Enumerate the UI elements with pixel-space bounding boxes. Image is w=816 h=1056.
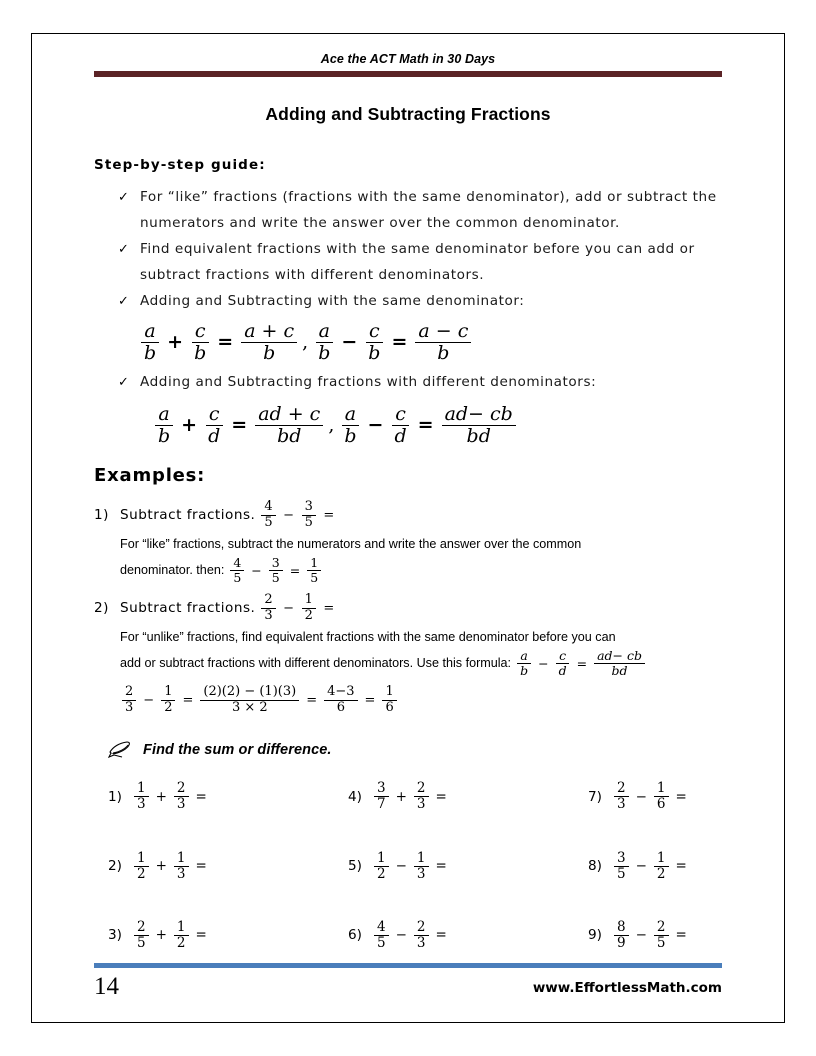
operator: +	[155, 858, 167, 875]
minus-operator: −	[341, 331, 358, 354]
operator: −	[635, 927, 647, 944]
fraction: $\frac{ad- cb}{bd}$	[442, 404, 516, 448]
fraction: $\frac{1}{2}$	[161, 685, 175, 715]
operator: −	[395, 927, 407, 944]
operator: −	[635, 788, 647, 805]
fraction: $\frac{3}{5}$	[302, 500, 317, 530]
problem-number: 4)	[348, 788, 362, 805]
page-footer	[94, 963, 722, 999]
equals-operator: =	[182, 692, 194, 708]
footer-rule	[94, 963, 722, 968]
fraction: $\frac{2}{3}$	[174, 781, 189, 812]
problem-number: 8)	[588, 858, 602, 875]
solution-text-2: denominator. then:	[120, 563, 225, 578]
example-1-solution	[120, 533, 722, 585]
problem-expression	[132, 851, 212, 882]
comma-separator: ,	[302, 331, 309, 354]
running-head: Ace the ACT Math in 30 Days	[320, 52, 496, 66]
fraction: $\frac{c}{b}$	[191, 321, 209, 365]
fraction: $\frac{1}{6}$	[654, 781, 669, 812]
step-by-step-heading: Step-by-step guide:	[94, 157, 266, 173]
fraction: $\frac{2}{3}$	[414, 920, 429, 951]
fraction: $\frac{1}{3}$	[414, 851, 429, 882]
fraction: $\frac{3}{5}$	[614, 851, 629, 882]
examples-heading: Examples:	[94, 465, 206, 487]
fraction: $\frac{4-3}{6}$	[324, 685, 357, 715]
fraction: $\frac{a}{b}$	[155, 404, 173, 448]
problem-number: 9)	[588, 927, 602, 944]
minus-operator: −	[251, 563, 262, 579]
fraction: $\frac{4}{5}$	[374, 920, 389, 951]
fraction: $\frac{2}{3}$	[261, 593, 276, 623]
plus-operator: +	[181, 414, 198, 437]
example-number: 1)	[94, 507, 109, 524]
list-item	[118, 370, 722, 396]
equals-operator: =	[323, 600, 335, 616]
problem-item	[94, 920, 334, 951]
equals-operator: =	[435, 927, 447, 944]
problem-item	[334, 781, 574, 812]
operator: +	[395, 788, 407, 805]
problem-expression	[612, 920, 692, 951]
fraction: $\frac{ad- cb}{bd}$	[594, 649, 645, 678]
solution-expression	[228, 556, 323, 585]
practice-title: Find the sum or difference.	[143, 742, 332, 759]
equals-operator: =	[576, 656, 588, 672]
problem-item	[574, 851, 722, 882]
equals-operator: =	[289, 563, 301, 579]
solution-text: For “unlike” fractions, find equivalent fractions with the same denominator before you can	[120, 630, 616, 645]
header-rule	[94, 71, 722, 77]
fraction: $\frac{2}{5}$	[134, 920, 149, 951]
fraction: $\frac{a - c}{b}$	[415, 321, 471, 365]
problem-item	[334, 851, 574, 882]
plus-operator: +	[167, 331, 184, 354]
example-label: Subtract fractions.	[120, 507, 256, 524]
check-icon: ✓	[118, 375, 129, 391]
list-item-label: Adding and Subtracting fractions with different denominators:	[140, 374, 597, 391]
example-2-work	[120, 685, 722, 715]
list-item-label: Find equivalent fractions with the same denominator before you can add or subtract fractions with different denominators.	[140, 241, 695, 283]
page-title: Adding and Subtracting Fractions	[265, 104, 551, 124]
example-expression	[259, 500, 339, 530]
problem-expression	[132, 781, 212, 812]
example-1	[94, 500, 722, 585]
problem-item	[334, 920, 574, 951]
minus-operator: −	[283, 600, 295, 616]
equals-operator: =	[195, 788, 207, 805]
problem-expression	[612, 781, 692, 812]
operator: +	[155, 927, 167, 944]
fraction: $\frac{1}{2}$	[174, 920, 189, 951]
equals-operator: =	[364, 692, 376, 708]
site-url: www.EffortlessMath.com	[532, 980, 722, 996]
fraction: $\frac{1}{2}$	[134, 851, 149, 882]
problem-number: 6)	[348, 927, 362, 944]
operator: −	[635, 858, 647, 875]
pencil-icon	[108, 741, 134, 759]
problem-item	[574, 920, 722, 951]
fraction: $\frac{3}{7}$	[374, 781, 389, 812]
fraction: $\frac{(2)(2) - (1)(3)}{3 \times 2}$	[200, 685, 299, 715]
equals-operator: =	[323, 507, 335, 523]
example-2	[94, 593, 722, 715]
equals-operator: =	[231, 414, 248, 437]
fraction: $\frac{c}{d}$	[391, 404, 409, 448]
page-number: 14	[94, 973, 119, 1000]
example-expression	[259, 593, 339, 623]
problem-number: 1)	[108, 788, 122, 805]
example-label: Subtract fractions.	[120, 600, 256, 617]
equals-operator: =	[435, 788, 447, 805]
equals-operator: =	[217, 331, 234, 354]
fraction: $\frac{c}{d}$	[205, 404, 223, 448]
equals-operator: =	[675, 927, 687, 944]
check-icon: ✓	[118, 294, 129, 309]
fraction: $\frac{1}{3}$	[134, 781, 149, 812]
list-item	[118, 237, 722, 288]
operator: +	[155, 788, 167, 805]
check-icon: ✓	[118, 190, 129, 205]
fraction: $\frac{a}{b}$	[341, 404, 359, 448]
fraction: $\frac{ad + c}{bd}$	[255, 404, 323, 448]
equals-operator: =	[417, 414, 434, 437]
list-item-label: For “like” fractions (fractions with the same denominator), add or subtract the numerators and write the answer over the common denominator.	[140, 189, 717, 231]
fraction: $\frac{c}{b}$	[365, 321, 383, 365]
fraction: $\frac{1}{2}$	[374, 851, 389, 882]
fraction: $\frac{4}{5}$	[230, 556, 244, 585]
formula-unlike-denominators	[152, 404, 722, 448]
equals-operator: =	[306, 692, 318, 708]
problem-item	[94, 781, 334, 812]
fraction: $\frac{8}{9}$	[614, 920, 629, 951]
problem-number: 2)	[108, 858, 122, 875]
example-2-solution	[120, 626, 722, 678]
solution-text: For “like” fractions, subtract the numerators and write the answer over the common	[120, 537, 582, 552]
problem-item	[574, 781, 722, 812]
problem-expression	[372, 920, 452, 951]
list-item-label: Adding and Subtracting with the same denominator:	[140, 293, 525, 309]
fraction: $\frac{a}{b}$	[517, 649, 531, 678]
fraction: $\frac{2}{3}$	[614, 781, 629, 812]
comma-separator: ,	[328, 414, 335, 437]
page-content	[94, 33, 722, 1023]
fraction: $\frac{2}{5}$	[654, 920, 669, 951]
problem-expression	[372, 851, 452, 882]
fraction: $\frac{1}{2}$	[302, 593, 317, 623]
fraction: $\frac{4}{5}$	[261, 500, 276, 530]
formula-like-denominators	[138, 321, 722, 365]
equals-operator: =	[391, 331, 408, 354]
problem-expression	[372, 781, 452, 812]
equals-operator: =	[435, 858, 447, 875]
minus-operator: −	[538, 656, 549, 672]
problem-number: 7)	[588, 788, 602, 805]
problem-number: 3)	[108, 927, 122, 944]
problem-expression	[132, 920, 212, 951]
check-icon: ✓	[118, 242, 129, 257]
fraction: $\frac{1}{6}$	[382, 685, 396, 715]
example-number: 2)	[94, 600, 109, 617]
solution-formula	[515, 649, 647, 678]
fraction: $\frac{1}{3}$	[174, 851, 189, 882]
guide-bullet-list	[94, 185, 722, 315]
solution-text-2: add or subtract fractions with different denominators. Use this formula:	[120, 656, 512, 671]
fraction: $\frac{a}{b}$	[141, 321, 159, 365]
problem-number: 5)	[348, 858, 362, 875]
problem-expression	[612, 851, 692, 882]
equals-operator: =	[675, 788, 687, 805]
minus-operator: −	[283, 507, 295, 523]
equals-operator: =	[195, 858, 207, 875]
fraction: $\frac{2}{3}$	[414, 781, 429, 812]
practice-header	[108, 741, 722, 759]
practice-problem-grid	[94, 781, 722, 951]
minus-operator: −	[367, 414, 384, 437]
minus-operator: −	[143, 692, 155, 708]
equals-operator: =	[675, 858, 687, 875]
fraction: $\frac{1}{5}$	[307, 556, 321, 585]
problem-item	[94, 851, 334, 882]
fraction: $\frac{3}{5}$	[269, 556, 283, 585]
list-item	[118, 289, 722, 315]
fraction: $\frac{c}{d}$	[556, 649, 570, 678]
guide-bullet-list-2	[94, 370, 722, 396]
fraction: $\frac{a}{b}$	[315, 321, 333, 365]
equals-operator: =	[195, 927, 207, 944]
operator: −	[395, 858, 407, 875]
list-item	[118, 185, 722, 236]
fraction: $\frac{1}{2}$	[654, 851, 669, 882]
fraction: $\frac{a + c}{b}$	[241, 321, 297, 365]
fraction: $\frac{2}{3}$	[122, 685, 136, 715]
